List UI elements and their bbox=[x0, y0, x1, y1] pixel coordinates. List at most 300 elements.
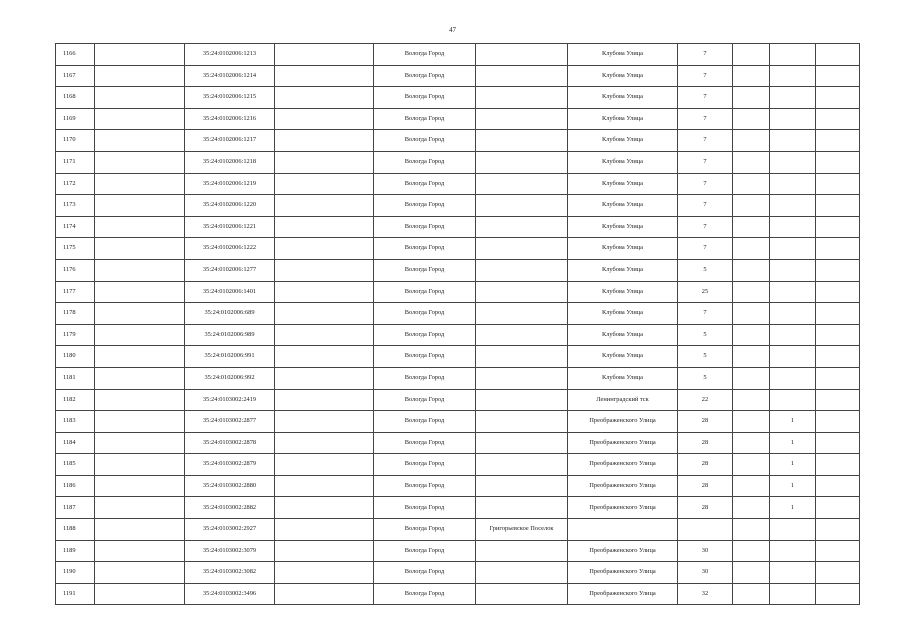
blank-cell-a bbox=[95, 583, 185, 605]
settlement-cell bbox=[476, 432, 568, 454]
flag-cell bbox=[770, 259, 816, 281]
city-cell: Вологда Город bbox=[374, 411, 476, 433]
house-number-cell: 7 bbox=[678, 108, 733, 130]
cadastral-number-cell: 35:24:0103002:3079 bbox=[185, 540, 275, 562]
settlement-cell bbox=[476, 216, 568, 238]
house-number-cell: 28 bbox=[678, 411, 733, 433]
table-row bbox=[56, 87, 860, 109]
flag-cell bbox=[770, 87, 816, 109]
house-number-cell: 7 bbox=[678, 65, 733, 87]
blank-cell-a bbox=[95, 195, 185, 217]
blank-cell-a bbox=[95, 238, 185, 260]
blank-cell-d bbox=[816, 475, 860, 497]
city-cell: Вологда Город bbox=[374, 540, 476, 562]
row-number-cell: 1180 bbox=[56, 346, 95, 368]
street-cell: Клубова Улица bbox=[568, 130, 678, 152]
blank-cell-a bbox=[95, 130, 185, 152]
blank-cell-a bbox=[95, 519, 185, 541]
blank-cell-a bbox=[95, 432, 185, 454]
cadastral-number-cell: 35:24:0102006:1219 bbox=[185, 173, 275, 195]
house-number-cell: 22 bbox=[678, 389, 733, 411]
street-cell: Преображенского Улица bbox=[568, 540, 678, 562]
city-cell: Вологда Город bbox=[374, 130, 476, 152]
cadastral-number-cell: 35:24:0103002:2879 bbox=[185, 454, 275, 476]
blank-cell-b bbox=[275, 562, 374, 584]
blank-cell-c bbox=[733, 562, 770, 584]
flag-cell bbox=[770, 173, 816, 195]
row-number-cell: 1175 bbox=[56, 238, 95, 260]
settlement-cell bbox=[476, 44, 568, 66]
city-cell: Вологда Город bbox=[374, 238, 476, 260]
house-number-cell: 7 bbox=[678, 238, 733, 260]
flag-cell bbox=[770, 303, 816, 325]
cadastral-number-cell: 35:24:0102006:1221 bbox=[185, 216, 275, 238]
table-row bbox=[56, 454, 860, 476]
table-row bbox=[56, 411, 860, 433]
blank-cell-b bbox=[275, 238, 374, 260]
street-cell: Преображенского Улица bbox=[568, 411, 678, 433]
row-number-cell: 1176 bbox=[56, 259, 95, 281]
house-number-cell: 25 bbox=[678, 281, 733, 303]
blank-cell-d bbox=[816, 367, 860, 389]
row-number-cell: 1172 bbox=[56, 173, 95, 195]
row-number-cell: 1191 bbox=[56, 583, 95, 605]
flag-cell bbox=[770, 151, 816, 173]
blank-cell-a bbox=[95, 216, 185, 238]
blank-cell-d bbox=[816, 173, 860, 195]
blank-cell-a bbox=[95, 324, 185, 346]
house-number-cell: 7 bbox=[678, 130, 733, 152]
house-number-cell: 28 bbox=[678, 454, 733, 476]
register-body bbox=[56, 44, 860, 605]
settlement-cell bbox=[476, 303, 568, 325]
blank-cell-c bbox=[733, 151, 770, 173]
blank-cell-d bbox=[816, 519, 860, 541]
cadastral-number-cell: 35:24:0103002:2419 bbox=[185, 389, 275, 411]
table-row bbox=[56, 65, 860, 87]
blank-cell-c bbox=[733, 259, 770, 281]
cadastral-number-cell: 35:24:0102006:1217 bbox=[185, 130, 275, 152]
settlement-cell bbox=[476, 367, 568, 389]
cadastral-number-cell: 35:24:0102006:1277 bbox=[185, 259, 275, 281]
settlement-cell bbox=[476, 130, 568, 152]
city-cell: Вологда Город bbox=[374, 151, 476, 173]
row-number-cell: 1173 bbox=[56, 195, 95, 217]
table-row bbox=[56, 346, 860, 368]
settlement-cell bbox=[476, 151, 568, 173]
flag-cell bbox=[770, 195, 816, 217]
city-cell: Вологда Город bbox=[374, 583, 476, 605]
blank-cell-b bbox=[275, 108, 374, 130]
row-number-cell: 1186 bbox=[56, 475, 95, 497]
flag-cell bbox=[770, 389, 816, 411]
table-row bbox=[56, 151, 860, 173]
blank-cell-c bbox=[733, 411, 770, 433]
flag-cell bbox=[770, 65, 816, 87]
blank-cell-c bbox=[733, 281, 770, 303]
street-cell: Преображенского Улица bbox=[568, 454, 678, 476]
row-number-cell: 1184 bbox=[56, 432, 95, 454]
table-row bbox=[56, 324, 860, 346]
table-row bbox=[56, 238, 860, 260]
blank-cell-b bbox=[275, 173, 374, 195]
city-cell: Вологда Город bbox=[374, 346, 476, 368]
house-number-cell: 5 bbox=[678, 259, 733, 281]
city-cell: Вологда Город bbox=[374, 87, 476, 109]
blank-cell-c bbox=[733, 303, 770, 325]
table-row bbox=[56, 540, 860, 562]
table-row bbox=[56, 216, 860, 238]
cadastral-number-cell: 35:24:0102006:1215 bbox=[185, 87, 275, 109]
row-number-cell: 1178 bbox=[56, 303, 95, 325]
table-row bbox=[56, 130, 860, 152]
house-number-cell: 5 bbox=[678, 324, 733, 346]
blank-cell-b bbox=[275, 195, 374, 217]
blank-cell-b bbox=[275, 216, 374, 238]
flag-cell bbox=[770, 238, 816, 260]
table-row bbox=[56, 367, 860, 389]
blank-cell-a bbox=[95, 303, 185, 325]
blank-cell-b bbox=[275, 65, 374, 87]
blank-cell-d bbox=[816, 44, 860, 66]
flag-cell bbox=[770, 519, 816, 541]
flag-cell bbox=[770, 324, 816, 346]
house-number-cell bbox=[678, 519, 733, 541]
flag-cell: 1 bbox=[770, 475, 816, 497]
cadastral-number-cell: 35:24:0103002:3496 bbox=[185, 583, 275, 605]
blank-cell-c bbox=[733, 324, 770, 346]
house-number-cell: 5 bbox=[678, 346, 733, 368]
table-row bbox=[56, 173, 860, 195]
street-cell: Клубова Улица bbox=[568, 281, 678, 303]
row-number-cell: 1167 bbox=[56, 65, 95, 87]
city-cell: Вологда Город bbox=[374, 475, 476, 497]
blank-cell-d bbox=[816, 411, 860, 433]
city-cell: Вологда Город bbox=[374, 432, 476, 454]
cadastral-number-cell: 35:24:0102006:689 bbox=[185, 303, 275, 325]
blank-cell-c bbox=[733, 475, 770, 497]
street-cell: Клубова Улица bbox=[568, 367, 678, 389]
blank-cell-b bbox=[275, 367, 374, 389]
street-cell bbox=[568, 519, 678, 541]
flag-cell bbox=[770, 130, 816, 152]
cadastral-number-cell: 35:24:0102006:992 bbox=[185, 367, 275, 389]
settlement-cell bbox=[476, 411, 568, 433]
cadastral-number-cell: 35:24:0103002:2882 bbox=[185, 497, 275, 519]
table-row bbox=[56, 108, 860, 130]
blank-cell-b bbox=[275, 324, 374, 346]
table-row bbox=[56, 389, 860, 411]
row-number-cell: 1185 bbox=[56, 454, 95, 476]
blank-cell-d bbox=[816, 87, 860, 109]
blank-cell-d bbox=[816, 151, 860, 173]
city-cell: Вологда Город bbox=[374, 281, 476, 303]
flag-cell: 1 bbox=[770, 411, 816, 433]
blank-cell-a bbox=[95, 108, 185, 130]
blank-cell-a bbox=[95, 540, 185, 562]
blank-cell-b bbox=[275, 519, 374, 541]
row-number-cell: 1188 bbox=[56, 519, 95, 541]
blank-cell-a bbox=[95, 562, 185, 584]
street-cell: Ленинградский тск bbox=[568, 389, 678, 411]
settlement-cell bbox=[476, 562, 568, 584]
flag-cell bbox=[770, 216, 816, 238]
blank-cell-b bbox=[275, 411, 374, 433]
settlement-cell bbox=[476, 497, 568, 519]
blank-cell-a bbox=[95, 475, 185, 497]
row-number-cell: 1190 bbox=[56, 562, 95, 584]
blank-cell-b bbox=[275, 497, 374, 519]
street-cell: Преображенского Улица bbox=[568, 432, 678, 454]
cadastral-number-cell: 35:24:0102006:1220 bbox=[185, 195, 275, 217]
blank-cell-d bbox=[816, 583, 860, 605]
house-number-cell: 7 bbox=[678, 44, 733, 66]
table-row bbox=[56, 44, 860, 66]
blank-cell-d bbox=[816, 65, 860, 87]
city-cell: Вологда Город bbox=[374, 519, 476, 541]
city-cell: Вологда Город bbox=[374, 454, 476, 476]
settlement-cell bbox=[476, 583, 568, 605]
street-cell: Клубова Улица bbox=[568, 259, 678, 281]
flag-cell bbox=[770, 562, 816, 584]
cadastral-number-cell: 35:24:0103002:2878 bbox=[185, 432, 275, 454]
blank-cell-b bbox=[275, 44, 374, 66]
cadastral-number-cell: 35:24:0102006:1214 bbox=[185, 65, 275, 87]
street-cell: Клубова Улица bbox=[568, 87, 678, 109]
table-row bbox=[56, 519, 860, 541]
settlement-cell bbox=[476, 346, 568, 368]
blank-cell-a bbox=[95, 65, 185, 87]
row-number-cell: 1170 bbox=[56, 130, 95, 152]
city-cell: Вологда Город bbox=[374, 108, 476, 130]
table-row bbox=[56, 195, 860, 217]
row-number-cell: 1187 bbox=[56, 497, 95, 519]
blank-cell-d bbox=[816, 281, 860, 303]
house-number-cell: 32 bbox=[678, 583, 733, 605]
street-cell: Клубова Улица bbox=[568, 238, 678, 260]
blank-cell-b bbox=[275, 303, 374, 325]
street-cell: Клубова Улица bbox=[568, 173, 678, 195]
cadastral-number-cell: 35:24:0102006:1216 bbox=[185, 108, 275, 130]
blank-cell-c bbox=[733, 519, 770, 541]
house-number-cell: 30 bbox=[678, 562, 733, 584]
city-cell: Вологда Город bbox=[374, 367, 476, 389]
row-number-cell: 1166 bbox=[56, 44, 95, 66]
row-number-cell: 1189 bbox=[56, 540, 95, 562]
blank-cell-a bbox=[95, 367, 185, 389]
row-number-cell: 1183 bbox=[56, 411, 95, 433]
cadastral-number-cell: 35:24:0103002:2927 bbox=[185, 519, 275, 541]
blank-cell-c bbox=[733, 195, 770, 217]
row-number-cell: 1181 bbox=[56, 367, 95, 389]
blank-cell-d bbox=[816, 195, 860, 217]
flag-cell bbox=[770, 583, 816, 605]
blank-cell-b bbox=[275, 583, 374, 605]
cadastral-number-cell: 35:24:0103002:2880 bbox=[185, 475, 275, 497]
settlement-cell bbox=[476, 259, 568, 281]
blank-cell-d bbox=[816, 389, 860, 411]
street-cell: Клубова Улица bbox=[568, 346, 678, 368]
street-cell: Клубова Улица bbox=[568, 65, 678, 87]
house-number-cell: 28 bbox=[678, 497, 733, 519]
blank-cell-a bbox=[95, 151, 185, 173]
blank-cell-a bbox=[95, 259, 185, 281]
city-cell: Вологда Город bbox=[374, 259, 476, 281]
house-number-cell: 7 bbox=[678, 151, 733, 173]
blank-cell-d bbox=[816, 497, 860, 519]
settlement-cell bbox=[476, 65, 568, 87]
table-row bbox=[56, 281, 860, 303]
blank-cell-c bbox=[733, 389, 770, 411]
cadastral-number-cell: 35:24:0102006:1222 bbox=[185, 238, 275, 260]
house-number-cell: 30 bbox=[678, 540, 733, 562]
row-number-cell: 1179 bbox=[56, 324, 95, 346]
table-row bbox=[56, 259, 860, 281]
blank-cell-b bbox=[275, 346, 374, 368]
blank-cell-c bbox=[733, 108, 770, 130]
city-cell: Вологда Город bbox=[374, 195, 476, 217]
cadastral-number-cell: 35:24:0102006:1218 bbox=[185, 151, 275, 173]
settlement-cell bbox=[476, 238, 568, 260]
row-number-cell: 1182 bbox=[56, 389, 95, 411]
city-cell: Вологда Город bbox=[374, 303, 476, 325]
settlement-cell bbox=[476, 454, 568, 476]
city-cell: Вологда Город bbox=[374, 562, 476, 584]
cadastral-number-cell: 35:24:0103002:2877 bbox=[185, 411, 275, 433]
blank-cell-a bbox=[95, 44, 185, 66]
city-cell: Вологда Город bbox=[374, 497, 476, 519]
blank-cell-d bbox=[816, 562, 860, 584]
street-cell: Клубова Улица bbox=[568, 108, 678, 130]
house-number-cell: 7 bbox=[678, 173, 733, 195]
blank-cell-b bbox=[275, 259, 374, 281]
blank-cell-a bbox=[95, 173, 185, 195]
blank-cell-c bbox=[733, 432, 770, 454]
flag-cell bbox=[770, 346, 816, 368]
house-number-cell: 7 bbox=[678, 195, 733, 217]
blank-cell-b bbox=[275, 281, 374, 303]
flag-cell bbox=[770, 44, 816, 66]
house-number-cell: 7 bbox=[678, 303, 733, 325]
settlement-cell bbox=[476, 475, 568, 497]
blank-cell-d bbox=[816, 259, 860, 281]
blank-cell-d bbox=[816, 216, 860, 238]
flag-cell bbox=[770, 108, 816, 130]
settlement-cell bbox=[476, 281, 568, 303]
blank-cell-c bbox=[733, 130, 770, 152]
page-number: 47 bbox=[449, 26, 456, 34]
blank-cell-c bbox=[733, 454, 770, 476]
blank-cell-c bbox=[733, 540, 770, 562]
blank-cell-c bbox=[733, 238, 770, 260]
city-cell: Вологда Город bbox=[374, 44, 476, 66]
blank-cell-d bbox=[816, 130, 860, 152]
blank-cell-a bbox=[95, 411, 185, 433]
row-number-cell: 1177 bbox=[56, 281, 95, 303]
blank-cell-a bbox=[95, 497, 185, 519]
row-number-cell: 1169 bbox=[56, 108, 95, 130]
blank-cell-c bbox=[733, 216, 770, 238]
blank-cell-c bbox=[733, 173, 770, 195]
blank-cell-a bbox=[95, 87, 185, 109]
settlement-cell bbox=[476, 540, 568, 562]
city-cell: Вологда Город bbox=[374, 65, 476, 87]
table-row bbox=[56, 583, 860, 605]
blank-cell-b bbox=[275, 432, 374, 454]
house-number-cell: 28 bbox=[678, 475, 733, 497]
table-row bbox=[56, 497, 860, 519]
house-number-cell: 28 bbox=[678, 432, 733, 454]
flag-cell: 1 bbox=[770, 497, 816, 519]
blank-cell-d bbox=[816, 454, 860, 476]
city-cell: Вологда Город bbox=[374, 324, 476, 346]
flag-cell: 1 bbox=[770, 454, 816, 476]
blank-cell-d bbox=[816, 346, 860, 368]
street-cell: Преображенского Улица bbox=[568, 562, 678, 584]
street-cell: Преображенского Улица bbox=[568, 583, 678, 605]
blank-cell-b bbox=[275, 475, 374, 497]
house-number-cell: 7 bbox=[678, 87, 733, 109]
table-row bbox=[56, 432, 860, 454]
blank-cell-b bbox=[275, 540, 374, 562]
street-cell: Клубова Улица bbox=[568, 216, 678, 238]
flag-cell: 1 bbox=[770, 432, 816, 454]
table-row bbox=[56, 562, 860, 584]
table-row bbox=[56, 475, 860, 497]
city-cell: Вологда Город bbox=[374, 216, 476, 238]
row-number-cell: 1174 bbox=[56, 216, 95, 238]
street-cell: Преображенского Улица bbox=[568, 475, 678, 497]
blank-cell-b bbox=[275, 151, 374, 173]
house-number-cell: 7 bbox=[678, 216, 733, 238]
blank-cell-a bbox=[95, 281, 185, 303]
city-cell: Вологда Город bbox=[374, 389, 476, 411]
blank-cell-d bbox=[816, 108, 860, 130]
blank-cell-d bbox=[816, 238, 860, 260]
blank-cell-c bbox=[733, 583, 770, 605]
settlement-cell: Григорьевское Поселок bbox=[476, 519, 568, 541]
table-row bbox=[56, 303, 860, 325]
settlement-cell bbox=[476, 173, 568, 195]
blank-cell-b bbox=[275, 87, 374, 109]
settlement-cell bbox=[476, 389, 568, 411]
property-register-table bbox=[55, 43, 860, 605]
street-cell: Клубова Улица bbox=[568, 151, 678, 173]
street-cell: Преображенского Улица bbox=[568, 497, 678, 519]
blank-cell-d bbox=[816, 540, 860, 562]
settlement-cell bbox=[476, 87, 568, 109]
flag-cell bbox=[770, 367, 816, 389]
blank-cell-d bbox=[816, 432, 860, 454]
blank-cell-b bbox=[275, 454, 374, 476]
blank-cell-c bbox=[733, 65, 770, 87]
blank-cell-c bbox=[733, 44, 770, 66]
cadastral-number-cell: 35:24:0103002:3082 bbox=[185, 562, 275, 584]
blank-cell-a bbox=[95, 454, 185, 476]
row-number-cell: 1171 bbox=[56, 151, 95, 173]
blank-cell-a bbox=[95, 389, 185, 411]
settlement-cell bbox=[476, 195, 568, 217]
street-cell: Клубова Улица bbox=[568, 324, 678, 346]
street-cell: Клубова Улица bbox=[568, 44, 678, 66]
blank-cell-b bbox=[275, 389, 374, 411]
street-cell: Клубова Улица bbox=[568, 303, 678, 325]
cadastral-number-cell: 35:24:0102006:989 bbox=[185, 324, 275, 346]
house-number-cell: 5 bbox=[678, 367, 733, 389]
blank-cell-d bbox=[816, 303, 860, 325]
city-cell: Вологда Город bbox=[374, 173, 476, 195]
blank-cell-c bbox=[733, 497, 770, 519]
